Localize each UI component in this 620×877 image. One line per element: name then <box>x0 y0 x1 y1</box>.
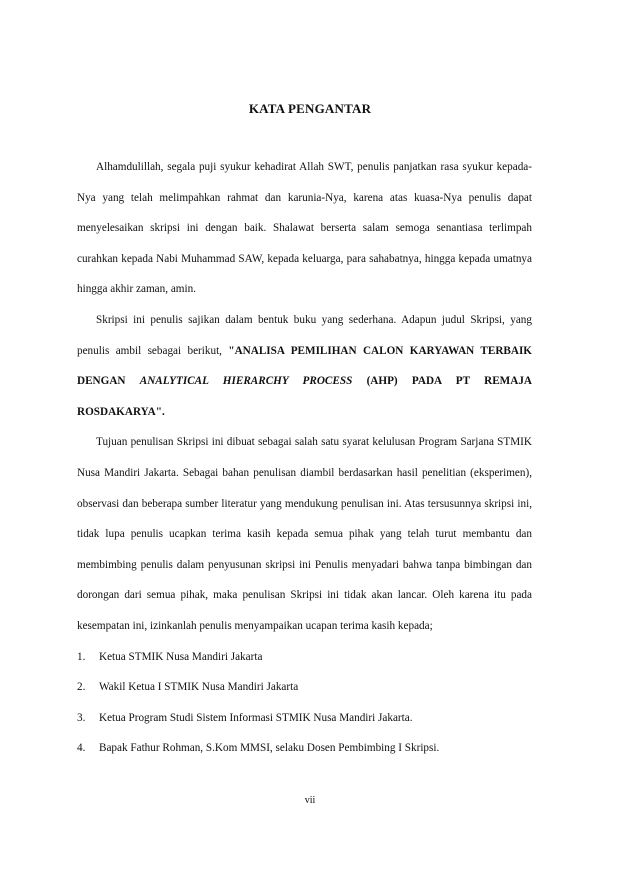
list-item-number: 4. <box>77 742 86 755</box>
list-item <box>77 642 532 673</box>
thesis-title-part-2: (AHP) PADA PT REMAJA ROSDAKARYA". <box>77 375 532 418</box>
list-item <box>77 703 532 734</box>
thesis-intro-text: Skripsi ini penulis sajikan dalam bentuk buku yang sederhana. Adapun judul Skripsi, yang penulis ambil sebagai berikut, <box>77 313 532 357</box>
acknowledgement-list <box>77 642 532 764</box>
page-number: vii <box>304 795 316 806</box>
thesis-title-italic: ANALYTICAL HIERARCHY PROCESS <box>139 375 353 388</box>
list-item-number: 3. <box>77 711 86 724</box>
body-text <box>77 152 532 764</box>
thesis-title-part-1: "ANALISA PEMILIHAN CALON KARYAWAN TERBAIK DENGAN <box>77 344 533 388</box>
paragraph-thesis-title <box>77 305 532 427</box>
page-title: KATA PENGANTAR <box>248 101 372 116</box>
paragraph-purpose: Tujuan penulisan Skripsi ini dibuat sebagai salah satu syarat kelulusan Program Sarjana STMIK Nusa Mandiri Jakarta. Sebagai bahan penulisan diambil berdasarkan hasil penelitian (eksperimen), observasi dan beberapa sumber literatur yang mendukung penulisan ini. Atas tersusunnya skripsi ini, tidak lupa penulis ucapkan terima kasih kepada semua pihak yang telah turut membantu dan membimbing penulis dalam penyusunan skripsi ini Penulis menyadari bahwa tanpa bimbingan dan dorongan dari semua pihak, maka penulisan Skripsi ini tidak akan lancar. Oleh karena itu pada kesempatan ini, izinkanlah penulis menyampaikan ucapan terima kasih kepada; <box>77 436 532 632</box>
paragraph-opening: Alhamdulillah, segala puji syukur kehadirat Allah SWT, penulis panjatkan rasa syukur kepada-Nya yang telah melimpahkan rahmat dan karunia-Nya, karena atas kuasa-Nya penulis dapat menyelesaikan skripsi ini dengan baik. Shalawat berserta salam semoga senantiasa terlimpah curahkan kepada Nabi Muhammad SAW, kepada keluarga, para sahabatnya, hingga kepada umatnya hingga akhir zaman, amin. <box>77 161 532 296</box>
list-item-text: Wakil Ketua I STMIK Nusa Mandiri Jakarta <box>99 681 299 694</box>
list-item-number: 1. <box>77 650 86 663</box>
list-item-number: 2. <box>77 681 86 694</box>
list-item-text: Bapak Fathur Rohman, S.Kom MMSI, selaku Dosen Pembimbing I Skripsi. <box>99 742 440 755</box>
list-item <box>77 733 532 764</box>
list-item-text: Ketua STMIK Nusa Mandiri Jakarta <box>99 650 263 663</box>
list-item-text: Ketua Program Studi Sistem Informasi STMIK Nusa Mandiri Jakarta. <box>99 711 413 724</box>
list-item <box>77 672 532 703</box>
